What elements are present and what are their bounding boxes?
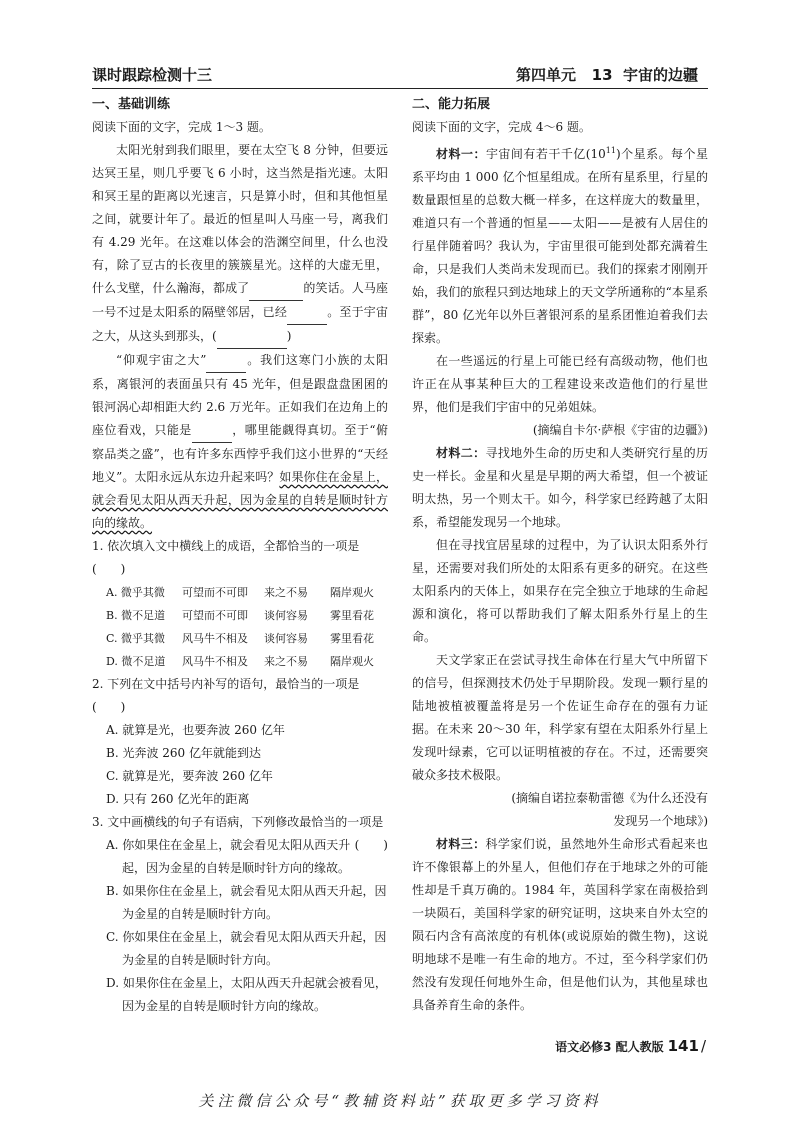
material-2-paragraph-3: 天文学家正在尝试寻找生命体在行星大气中所留下的信号，但探测技术仍处于早期阶段。发现一颗行星的陆地被植被覆盖将是另一个佐证生命存在的强有力证据。在未来 20～30 年，科学家有望在太阳系外行星上发现叶绿素，它可以证明植被的存在。不过，还需要突破众多技术极限。: [412, 653, 708, 782]
answer-parenthesis: ( ): [354, 838, 388, 852]
lesson-number: 13: [591, 66, 613, 84]
question-3-stem: 3. 文中画横线的句子有语病，下列修改最恰当的一项是 ( ): [92, 811, 388, 834]
passage-paragraph-2: “仰观宇宙之大” 。我们这寒门小族的太阳系，离银河的表面虽只有 45 光年，但是跟盘盘囷囷的银河涡心却相距大约 2.6 万光年。正如我们在边角上的座位看戏，只能是 ，哪里能觑得真切。至于“俯察品类之盛”，也有许多东西悖乎我们这小世界的“天经地义”。太阳永远从东边升起来吗？如果你住在金星上，就会看见太阳从西天升起，因为金星的自转是顺时针方向的缘故。: [92, 349, 388, 535]
blank-parenthesis: [217, 325, 287, 349]
unit-label: 第四单元: [515, 66, 576, 84]
underlined-sentence: 如果你住在金星上，就会看见太阳从西天升起，因为金星的自转是顺时针方向的缘故。: [92, 470, 388, 530]
blank-2: [287, 301, 327, 325]
page-number: 141: [667, 1037, 699, 1055]
blank-4: [192, 419, 232, 443]
section-title-extension: 二、能力拓展: [412, 97, 491, 112]
section-title-basic: 一、基础训练: [92, 97, 171, 112]
left-column: [92, 94, 388, 1018]
question-1-option-b: B. 微不足道 可望而不可即 谈何容易 雾里看花: [106, 609, 374, 622]
material-1-label: 材料一：: [436, 147, 486, 161]
watermark-text: 关注微信公众号“教辅资料站”获取更多学习资料: [198, 1092, 602, 1110]
question-2-stem: 2. 下列在文中括号内补写的语句，最恰当的一项是( ): [92, 677, 360, 714]
question-1-stem: 1. 依次填入文中横线上的成语，全都恰当的一项是( ): [92, 539, 360, 576]
lesson-title: 宇宙的边疆: [622, 66, 698, 84]
material-2-label: 材料二：: [436, 446, 486, 460]
question-3-option-d: D. 如果你住在金星上，太阳从西天升起就会被看见，因为金星的自转是顺时针方向的缘故。: [106, 976, 387, 1013]
material-3-label: 材料三：: [436, 837, 486, 851]
question-2-option-d: D. 只有 260 亿光年的距离: [106, 792, 250, 806]
page-footer: [555, 1037, 706, 1055]
blank-3: [206, 349, 246, 373]
material-2-source-line-1: (摘编自诺拉泰勒雷德《为什么还没有: [511, 791, 708, 805]
material-1-paragraph-1: 材料一：宇宙间有若干千亿$(10^{11})$个星系。每个星系平均由 1 000 亿个恒星组成。在所有星系里，行星的数量跟恒星的总数大概一样多，在这样庞大的数量里，难道只有一个普通的恒星——太阳——是被有人居住的行星伴随着吗？我认为，宇宙里很可能到处都充满着生命，只是我们人类尚未发现而已。我们的探索才刚刚开始，我们的旅程只到达地球上的天文学所通称的“本星系群”，80 亿光年以外巨著银河系的星系团惟迫着我们去探索。: [412, 146, 708, 345]
material-2-source-line-2: 发现另一个地球》): [613, 814, 708, 828]
book-title: 语文必修3 配人教版: [555, 1040, 664, 1054]
question-3-option-b: B. 如果你住在金星上，就会看见太阳从西天升起，因为金星的自转是顺时针方向。: [106, 884, 387, 921]
footer-slash: /: [700, 1037, 706, 1055]
material-1-source: (摘编自卡尔·萨根《宇宙的边疆》): [532, 423, 708, 437]
material-2-paragraph-2: 但在寻找宜居星球的过程中，为了认识太阳系外行星，还需要对我们所处的太阳系有更多的研究。在这些太阳系内的天体上，如果存在完全独立于地球的生命起源和演化，将可以帮助我们了解太阳系外行星上的生命。: [412, 538, 708, 644]
question-3-option-a: A. 你如果住在金星上，就会看见太阳从西天升起，因为金星的自转是顺时针方向的缘故。: [106, 838, 351, 875]
blank-1: [249, 277, 303, 301]
reading-intro-1: 阅读下面的文字，完成 1～3 题。: [92, 120, 271, 134]
question-2-option-c: C. 就算是光，要奔波 260 亿年: [106, 769, 273, 783]
running-header-left: 课时跟踪检测十三: [92, 66, 213, 84]
passage-paragraph-1: 太阳光射到我们眼里，要在太空飞 8 分钟，但要远达冥王星，则几乎要飞 6 小时，这当然是指光速。太阳和冥王星的距离以光速言，只是算小时，但和其他恒星之间，就要计年了。最近的恒星叫人马座一号，离我们有 4.29 光年。在这难以体会的浩渊空间里，什么也没有，除了豆古的长夜里的簇簇星光。这样的大虚无里，什么戈壁，什么瀚海，都成了 的笑话。人马座一号不过是太阳系的隔壁邻居，已经 。至于宇宙之大，从这头到那头，( ): [92, 139, 388, 349]
material-1-paragraph-2: 在一些遥远的行星上可能已经有高级动物，他们也许正在从事某种巨大的工程建设来改造他们的行星世界，他们是我们宇宙中的兄弟姐妹。: [412, 354, 708, 414]
material-2-paragraph-1: 材料二：寻找地外生命的历史和人类研究行星的历史一样长。金星和火星是早期的两大希望，但一个被证明太热，另一个则太干。如今，科学家已经跨越了太阳系，希望能发现另一个地球。: [412, 446, 708, 529]
reading-intro-2: 阅读下面的文字，完成 4～6 题。: [412, 120, 591, 134]
question-1-option-d: D. 微不足道 风马牛不相及 来之不易 隔岸观火: [106, 655, 374, 668]
question-1-option-a: A. 微乎其微 可望而不可即 来之不易 隔岸观火: [106, 586, 374, 599]
material-3-paragraph-1: 材料三：科学家们说，虽然地外生命形式看起来也许不像银幕上的外星人，但他们存在于地球之外的可能性却是千真万确的。1984 年，英国科学家在南极拾到一块陨石，美国科学家的研究证明，这块来自外太空的陨石内含有高浓度的有机体(或说原始的微生物)，这说明地球不是唯一有生命的地方。不过，至今科学家们仍然没有发现任何地外生命，但是他们认为，其他星球也具备养育生命的条件。: [412, 837, 708, 1012]
question-1-option-c: C. 微乎其微 风马牛不相及 谈何容易 雾里看花: [106, 632, 374, 645]
running-header-right: [516, 64, 698, 85]
right-column: [412, 94, 708, 1017]
header-rule: [92, 88, 708, 89]
question-3-option-c: C. 你如果住在金星上，就会看见太阳从西天升起，因为金星的自转是顺时针方向。: [106, 930, 387, 967]
question-2-option-a: A. 就算是光，也要奔波 260 亿年: [106, 723, 285, 737]
question-2-option-b: B. 光奔波 260 亿年就能到达: [106, 746, 261, 760]
